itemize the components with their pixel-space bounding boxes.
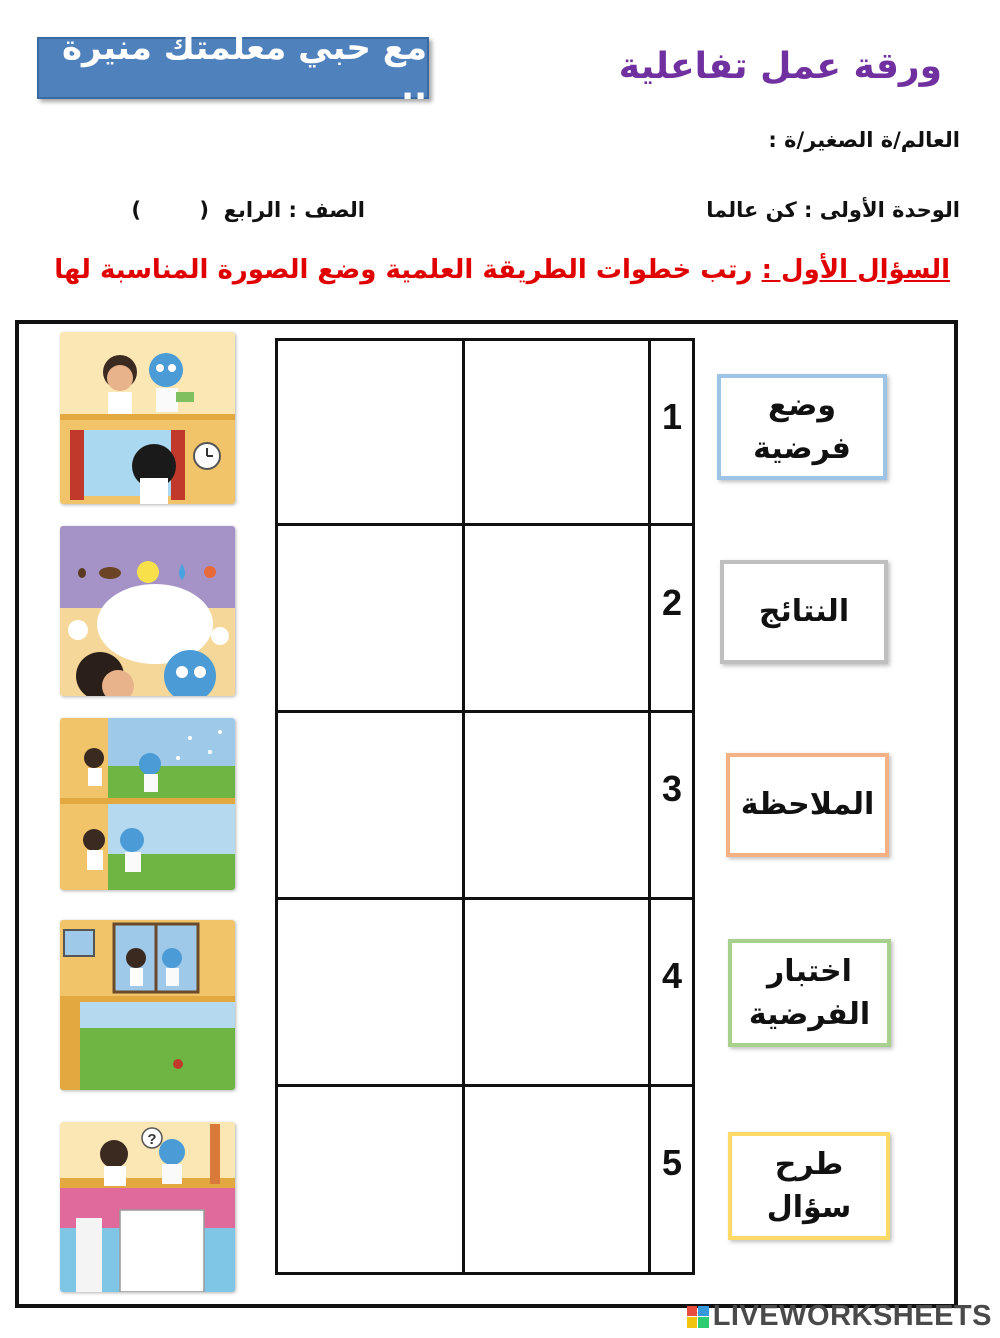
question-text: رتب خطوات الطريقة العلمية وضع الصورة المناسبة لها <box>54 255 762 285</box>
picture-card-2[interactable] <box>60 526 235 696</box>
step-card-test-hypothesis[interactable] <box>728 939 891 1047</box>
question-label: السؤال الأول : <box>761 255 950 285</box>
step-card-ask-question[interactable] <box>728 1132 890 1240</box>
step-card-results[interactable] <box>720 560 888 664</box>
picture-card-3[interactable] <box>60 718 235 890</box>
rain-garden-icon <box>60 718 235 890</box>
teacher-note-text: مع حبي معلمتك منيرة .. <box>61 28 427 108</box>
teacher-note-banner <box>37 28 429 108</box>
watering-window-clock-icon <box>60 332 235 504</box>
drop-cell-picture-3[interactable] <box>278 713 462 897</box>
row-number-1: 1 <box>661 396 683 437</box>
row-number-4: 4 <box>661 955 683 996</box>
row-number-2: 2 <box>661 582 683 623</box>
question-mark: ? <box>147 1131 157 1148</box>
card-line: الملاحظة <box>740 787 875 823</box>
grade-label: الصف : الرابع ( ) <box>131 198 365 222</box>
worksheet-title: ورقة عمل تفاعلية <box>618 46 942 87</box>
drop-cell-picture-1[interactable] <box>278 341 462 523</box>
question-heading <box>54 255 950 285</box>
grid-line <box>275 1272 695 1275</box>
card-line: اختبار <box>767 953 852 989</box>
window-garden-icon <box>60 920 235 1090</box>
card-line: سؤال <box>766 1190 852 1225</box>
grid-line <box>692 338 695 1275</box>
card-line: وضع <box>767 387 837 423</box>
liveworksheets-logo <box>687 1300 992 1333</box>
card-line: النتائج <box>758 594 850 630</box>
drop-cell-picture-2[interactable] <box>278 526 462 710</box>
row-number-3: 3 <box>661 768 683 809</box>
logo-icon <box>687 1306 709 1328</box>
drop-cell-step-4[interactable] <box>465 900 648 1084</box>
drop-cell-step-5[interactable] <box>465 1087 648 1272</box>
question-drawing-icon <box>60 1122 235 1292</box>
card-line: فرضية <box>753 431 851 466</box>
row-number-5: 5 <box>661 1142 683 1183</box>
grid-line <box>648 338 651 1275</box>
card-line: الفرضية <box>748 997 871 1032</box>
step-card-hypothesis[interactable] <box>717 374 887 480</box>
thought-bubble-seed-sun-water-icon <box>60 526 235 696</box>
picture-card-4[interactable] <box>60 920 235 1090</box>
drop-cell-step-3[interactable] <box>465 713 648 897</box>
drop-cell-picture-5[interactable] <box>278 1087 462 1272</box>
brand-text: LIVEWORKSHEETS <box>712 1300 992 1332</box>
drop-cell-step-1[interactable] <box>465 341 648 523</box>
drop-cell-step-2[interactable] <box>465 526 648 710</box>
picture-card-5[interactable] <box>60 1122 235 1292</box>
unit-label: الوحدة الأولى : كن عالما <box>706 198 960 222</box>
step-card-observation[interactable] <box>726 753 889 857</box>
picture-card-1[interactable] <box>60 332 235 504</box>
drop-cell-picture-4[interactable] <box>278 900 462 1084</box>
student-name-label: العالم/ة الصغير/ة : <box>768 128 960 152</box>
card-line: طرح <box>774 1146 844 1182</box>
